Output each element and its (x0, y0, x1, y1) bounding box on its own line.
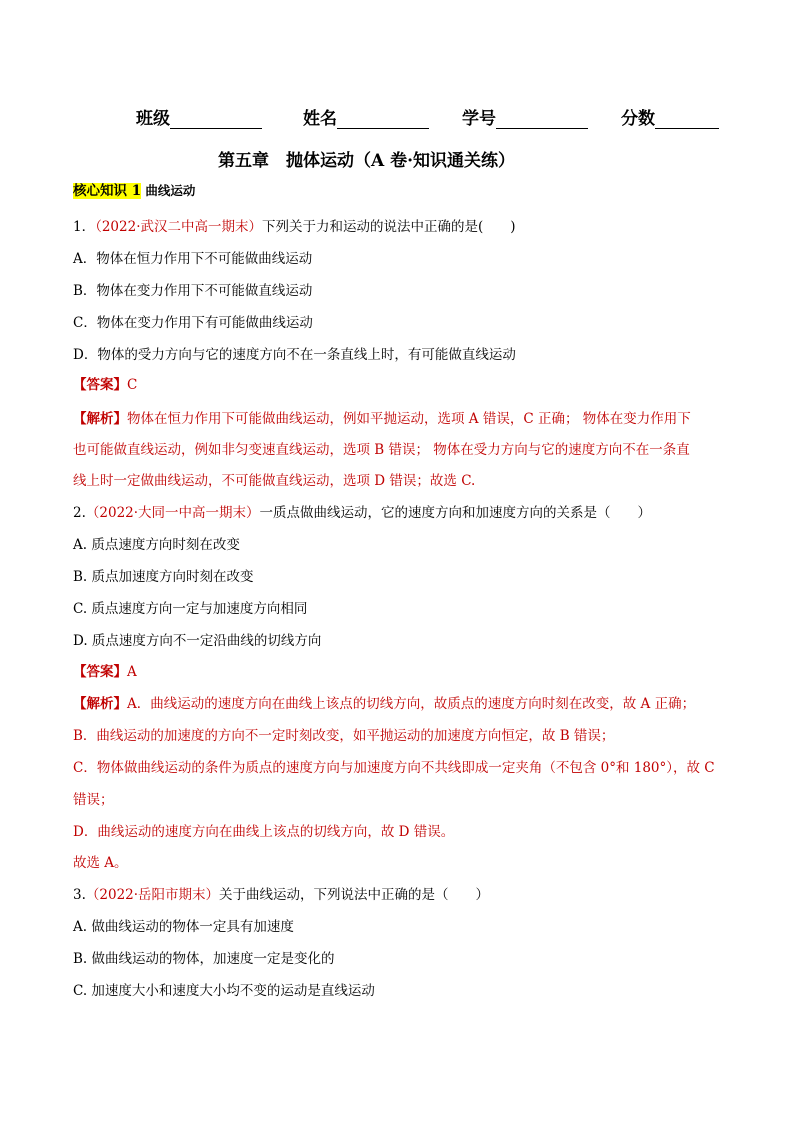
option-a: A. 质点速度方向时刻在改变 (73, 537, 240, 553)
question-1-stem (73, 217, 516, 237)
option-a: A．物体在恒力作用下不可能做曲线运动 (73, 251, 313, 267)
analysis-label: 【解析】 (73, 411, 127, 427)
score-blank[interactable] (655, 110, 719, 129)
option-b: B. 质点加速度方向时刻在改变 (73, 569, 254, 585)
answer (73, 375, 137, 395)
answer-value: A (127, 664, 137, 680)
question-2-stem (73, 503, 651, 523)
question-source: （2022·大同一中高一期末） (85, 505, 260, 521)
analysis-line: C．物体做曲线运动的条件为质点的速度方向与加速度方向不共线即成一定夹角（不包含 0°和 180°），故 C (73, 760, 715, 776)
section-heading (73, 181, 195, 201)
analysis-label: 【解析】 (73, 696, 127, 712)
page-title: 第五章 抛体运动（A 卷·知识通关练） (218, 151, 516, 171)
score-field (621, 104, 719, 129)
analysis-line: 线上时一定做曲线运动，不可能做直线运动，选项 D 错误；故选 C. (73, 473, 476, 489)
option-a: A. 做曲线运动的物体一定具有加速度 (73, 919, 294, 935)
question-3-stem (73, 885, 489, 905)
name-field (303, 104, 429, 129)
answer (73, 662, 137, 682)
student-info-header (136, 104, 736, 132)
class-blank[interactable] (170, 110, 262, 129)
class-field (136, 104, 262, 129)
question-text: 下列关于力和运动的说法中正确的是( ) (262, 219, 516, 235)
option-c: C. 质点速度方向一定与加速度方向相同 (73, 601, 308, 617)
option-d: D. 质点速度方向不一定沿曲线的切线方向 (73, 633, 322, 649)
analysis-text: 物体在恒力作用下可能做曲线运动，例如平抛运动，选项 A 错误，C 正确； 物体在变力作用下 (127, 411, 691, 427)
class-label: 班级 (136, 109, 170, 129)
question-source: （2022·岳阳市期末） (85, 887, 220, 903)
analysis-line: 也可能做直线运动，例如非匀变速直线运动，选项 B 错误； 物体在受力方向与它的速度方向不在一条直 (73, 442, 690, 458)
analysis-line: 错误； (73, 792, 114, 808)
section-title: 曲线运动 (145, 183, 196, 198)
student-id-field (462, 104, 588, 129)
option-d: D．物体的受力方向与它的速度方向不在一条直线上时，有可能做直线运动 (73, 347, 516, 363)
option-b: B．物体在变力作用下不可能做直线运动 (73, 283, 313, 299)
analysis-conclusion: 故选 A。 (73, 855, 128, 871)
question-number: 3. (73, 887, 86, 903)
analysis-line: D．曲线运动的速度方向在曲线上该点的切线方向，故 D 错误。 (73, 824, 455, 840)
question-text: 一质点做曲线运动，它的速度方向和加速度方向的关系是（ ） (259, 505, 652, 521)
option-b: B. 做曲线运动的物体，加速度一定是变化的 (73, 951, 335, 967)
score-label: 分数 (621, 109, 655, 129)
answer-label: 【答案】 (73, 664, 127, 680)
name-blank[interactable] (337, 110, 429, 129)
analysis-line (73, 694, 695, 714)
answer-label: 【答案】 (73, 377, 127, 393)
answer-value: C (127, 377, 138, 393)
question-source: （2022·武汉二中高一期末） (95, 219, 262, 235)
question-number: 2. (73, 505, 86, 521)
analysis-text: A．曲线运动的速度方向在曲线上该点的切线方向，故质点的速度方向时刻在改变，故 A 正确； (127, 696, 696, 712)
student-id-blank[interactable] (496, 110, 588, 129)
option-c: C．物体在变力作用下有可能做曲线运动 (73, 315, 313, 331)
analysis-line: B．曲线运动的加速度的方向不一定时刻改变，如平抛运动的加速度方向恒定，故 B 错误； (73, 728, 615, 744)
name-label: 姓名 (303, 109, 337, 129)
question-number: 1． (73, 219, 96, 235)
option-c: C. 加速度大小和速度大小均不变的运动是直线运动 (73, 983, 375, 999)
section-tag: 核心知识 1 (73, 183, 142, 199)
analysis-line (73, 409, 691, 429)
student-id-label: 学号 (462, 109, 496, 129)
question-text: 关于曲线运动，下列说法中正确的是（ ） (219, 887, 490, 903)
